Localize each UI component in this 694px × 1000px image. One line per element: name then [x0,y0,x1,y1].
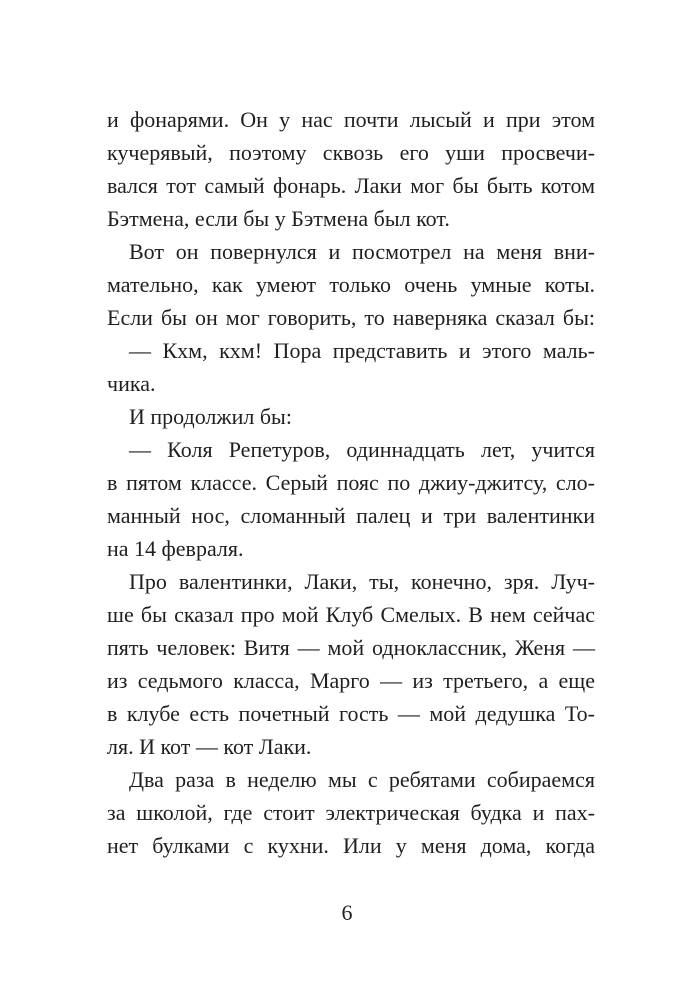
text-line: — Кхм, кхм! Пора представить и этого маль- [129,338,595,363]
text-line: И продолжил бы: [129,404,292,429]
text-line: мательно, как умеют только очень умные коты. [107,272,595,297]
body-text [107,103,595,862]
text-line: — Коля Репетуров, одиннадцать лет, учится [129,437,595,462]
text-line: вался тот самый фонарь. Лаки мог бы быть котом [107,173,595,198]
text-line: на 14 февраля. [107,536,244,561]
text-line: в пятом классе. Серый пояс по джиу-джитсу, сло- [107,470,595,495]
text-line: Вот он повернулся и посмотрел на меня вни- [129,239,595,264]
text-line: Два раза в неделю мы с ребятами собираемся [129,767,595,792]
page-number: 6 [341,900,353,925]
text-line: манный нос, сломанный палец и три валентинки [107,503,595,528]
text-line: и фонарями. Он у нас почти лысый и при этом [107,107,595,132]
text-line: Бэтмена, если бы у Бэтмена был кот. [107,206,450,231]
text-line: чика. [107,371,156,396]
text-line: кучерявый, поэтому сквозь его уши просвечи- [107,140,595,165]
text-line: Если бы он мог говорить, то наверняка сказал бы: [107,305,595,330]
text-line: пять человек: Витя — мой одноклассник, Женя — [107,635,595,660]
text-line: за школой, где стоит электрическая будка и пах- [107,800,595,825]
text-line: ше бы сказал про мой Клуб Смелых. В нем сейчас [107,602,595,627]
text-line: из седьмого класса, Марго — из третьего, а еще [107,668,595,693]
text-line: Про валентинки, Лаки, ты, конечно, зря. Луч- [129,569,595,594]
text-line: нет булками с кухни. Или у меня дома, когда [107,833,595,858]
text-line: ля. И кот — кот Лаки. [107,734,312,759]
text-line: в клубе есть почетный гость — мой дедушка То- [107,701,595,726]
